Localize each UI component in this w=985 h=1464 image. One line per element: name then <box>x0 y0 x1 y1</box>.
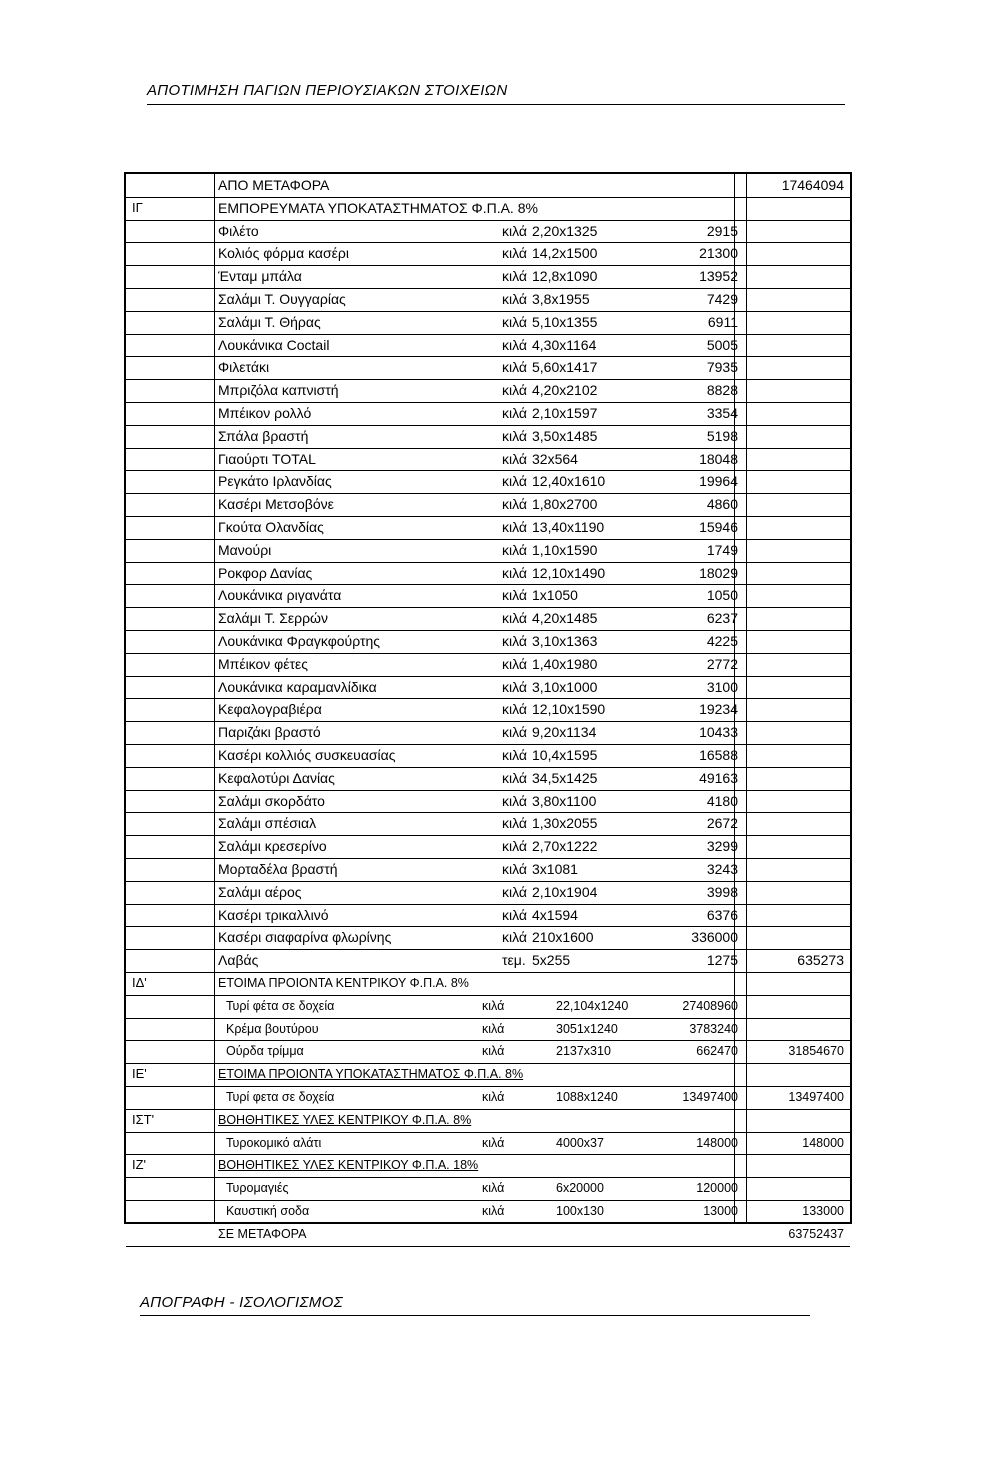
row-description: Μπριζόλα καπνιστή <box>218 382 339 399</box>
row-value: 3998 <box>706 883 738 900</box>
row-description: Τυρομαγιές <box>226 1181 289 1196</box>
row-description: Μπέικον φέτες <box>218 655 309 672</box>
row-value: 13000 <box>703 1204 738 1218</box>
table-row <box>126 539 850 563</box>
row-unit: τεμ. <box>502 952 526 969</box>
row-code: ΙΣΤ' <box>132 1111 155 1127</box>
table-row <box>126 858 850 882</box>
row-value: 7935 <box>706 359 738 376</box>
row-value: 19234 <box>699 701 738 718</box>
row-unit: κιλά <box>502 427 527 444</box>
row-description: Τυρί φετα σε δοχεία <box>226 1090 335 1104</box>
row-unit: κιλά <box>502 678 527 695</box>
table-row <box>126 516 850 540</box>
table-row <box>126 265 850 289</box>
row-value: 3100 <box>706 678 738 695</box>
row-value: 1050 <box>706 587 738 604</box>
row-quantity: 2,10x1597 <box>532 405 598 421</box>
row-quantity: 5,60x1417 <box>532 359 598 376</box>
row-total: 31854670 <box>788 1044 844 1059</box>
row-unit: κιλά <box>502 633 527 649</box>
row-description: Σαλάμι σκορδάτο <box>218 792 325 809</box>
row-quantity: 10,4x1595 <box>532 747 598 763</box>
row-description: Παριζάκι βραστό <box>218 724 321 741</box>
row-description: Σαλάμι Τ. Θήρας <box>218 313 321 330</box>
table-row <box>126 356 850 380</box>
row-unit: κιλά <box>482 1181 505 1196</box>
table-row <box>126 1040 850 1064</box>
row-unit: κιλά <box>502 564 527 581</box>
row-unit: κιλά <box>502 792 527 809</box>
row-value: 336000 <box>691 929 738 946</box>
row-quantity: 2,20x1325 <box>532 222 598 239</box>
row-unit: κιλά <box>502 724 527 741</box>
table-row <box>126 676 850 700</box>
row-total: 148000 <box>802 1135 844 1150</box>
row-quantity: 3051x1240 <box>556 1021 618 1036</box>
row-quantity: 12,10x1490 <box>532 564 606 581</box>
row-description: Κασέρι Μετσοβόνε <box>218 496 334 513</box>
section-row <box>126 1154 850 1178</box>
row-quantity: 2,70x1222 <box>532 838 598 855</box>
table-row <box>126 630 850 654</box>
row-description: Φιλετάκι <box>218 359 270 376</box>
row-unit: κιλά <box>502 541 527 558</box>
row-description: Μορταδέλα βραστή <box>218 861 338 877</box>
row-value: 13497400 <box>682 1090 738 1104</box>
row-value: 2672 <box>706 815 738 832</box>
row-quantity: 1088x1240 <box>556 1090 618 1104</box>
row-quantity: 9,20x1134 <box>532 724 597 741</box>
row-value: 7429 <box>706 291 738 307</box>
table-row <box>126 904 850 928</box>
row-description: Μπέικον ρολλό <box>218 405 312 421</box>
row-description: ΕΤΟΙΜΑ ΠΡΟΙΟΝΤΑ ΚΕΝΤΡΙΚΟΥ Φ.Π.Α. 8% <box>218 976 469 990</box>
row-description: Κασέρι τρικαλλινό <box>218 906 329 923</box>
row-value: 1275 <box>706 952 738 969</box>
row-value: 120000 <box>696 1181 738 1196</box>
row-unit: κιλά <box>482 1090 505 1104</box>
table-row <box>126 1132 850 1156</box>
row-description: Κολιός φόρμα κασέρι <box>218 245 349 262</box>
row-quantity: 4,30x1164 <box>532 336 597 353</box>
row-description: ΒΟΗΘΗΤΙΚΕΣ ΥΛΕΣ ΚΕΝΤΡΙΚΟΥ Φ.Π.Α. 8% <box>218 1112 472 1127</box>
section-row <box>126 1063 850 1087</box>
row-unit: κιλά <box>482 998 505 1013</box>
row-description: Φιλέτο <box>218 222 259 239</box>
table-row <box>126 790 850 814</box>
row-unit: κιλά <box>502 245 527 262</box>
row-unit: κιλά <box>502 701 527 718</box>
row-quantity: 100x130 <box>556 1204 604 1218</box>
row-quantity: 210x1600 <box>532 929 594 946</box>
row-quantity: 13,40x1190 <box>532 519 605 535</box>
row-unit: κιλά <box>502 313 527 330</box>
row-value: 4860 <box>706 496 738 513</box>
row-quantity: 5x255 <box>532 952 571 969</box>
row-quantity: 3,50x1485 <box>532 427 598 444</box>
row-value: 3354 <box>706 405 738 421</box>
row-description: ΒΟΗΘΗΤΙΚΕΣ ΥΛΕΣ ΚΕΝΤΡΙΚΟΥ Φ.Π.Α. 18% <box>218 1158 479 1173</box>
row-unit: κιλά <box>482 1135 505 1150</box>
row-description: ΣΕ ΜΕΤΑΦΟΡΑ <box>218 1226 307 1241</box>
row-description: Σπάλα βραστή <box>218 427 309 444</box>
row-unit: κιλά <box>502 655 527 672</box>
row-code: ΙΕ' <box>132 1066 147 1082</box>
row-value: 6376 <box>706 906 738 923</box>
row-description: Λουκάνικα ριγανάτα <box>218 587 342 604</box>
row-description: Ρεγκάτο Ιρλανδίας <box>218 473 332 490</box>
row-value: 3783240 <box>689 1021 738 1036</box>
section-row <box>126 972 850 996</box>
table-row <box>126 402 850 426</box>
row-description: Σαλάμι κρεσερίνο <box>218 838 327 855</box>
row-total: 635273 <box>797 952 844 969</box>
row-value: 148000 <box>696 1135 738 1150</box>
row-quantity: 32x564 <box>532 450 578 467</box>
table-row <box>126 379 850 403</box>
row-description: Κρέμα βουτύρου <box>226 1021 319 1036</box>
table-row <box>126 721 850 745</box>
row-value: 4225 <box>706 633 738 649</box>
row-description: Σαλάμι σπέσιαλ <box>218 815 317 832</box>
row-quantity: 3x1081 <box>532 861 578 877</box>
row-unit: κιλά <box>502 610 527 627</box>
row-quantity: 3,80x1100 <box>532 792 597 809</box>
row-value: 18029 <box>699 564 738 581</box>
row-unit: κιλά <box>502 769 527 786</box>
row-quantity: 34,5x1425 <box>532 769 598 786</box>
row-description: Σαλάμι Τ. Ουγγαρίας <box>218 291 346 307</box>
header-rule <box>147 104 845 105</box>
row-description: Κεφαλοτύρι Δανίας <box>218 769 335 786</box>
row-quantity: 4,20x1485 <box>532 610 598 627</box>
row-quantity: 2137x310 <box>556 1044 611 1059</box>
row-description: ΑΠΟ ΜΕΤΑΦΟΡΑ <box>218 177 330 193</box>
row-description: Μανούρι <box>218 541 272 558</box>
row-value: 10433 <box>699 724 738 741</box>
row-unit: κιλά <box>502 268 527 285</box>
row-value: 3243 <box>706 861 738 877</box>
row-quantity: 6x20000 <box>556 1181 604 1196</box>
row-unit: κιλά <box>502 496 527 513</box>
table-row <box>126 1177 850 1201</box>
row-unit: κιλά <box>502 291 527 307</box>
row-value: 8828 <box>706 382 738 399</box>
row-quantity: 3,10x1363 <box>532 633 598 649</box>
row-quantity: 3,10x1000 <box>532 678 598 695</box>
row-quantity: 1,40x1980 <box>532 655 598 672</box>
table-row <box>126 448 850 472</box>
row-value: 21300 <box>699 245 738 262</box>
row-unit: κιλά <box>502 359 527 376</box>
table-row <box>126 698 850 722</box>
row-value: 5198 <box>706 427 738 444</box>
row-quantity: 22,104x1240 <box>556 998 629 1013</box>
table-row <box>126 425 850 449</box>
row-unit: κιλά <box>502 883 527 900</box>
footer-title: ΑΠΟΓΡΑΦΗ - ΙΣΟΛΟΓΙΣΜΟΣ <box>140 1294 343 1311</box>
table-row <box>126 220 850 244</box>
row-unit: κιλά <box>502 405 527 421</box>
row-value: 662470 <box>696 1044 738 1059</box>
row-quantity: 4,20x2102 <box>532 382 598 399</box>
table-row <box>126 311 850 335</box>
table-row <box>126 562 850 586</box>
table-row <box>126 767 850 791</box>
footer-rule <box>140 1315 810 1316</box>
row-description: Σαλάμι Τ. Σερρών <box>218 610 328 627</box>
row-unit: κιλά <box>502 861 527 877</box>
table-row <box>126 1018 850 1042</box>
row-quantity: 5,10x1355 <box>532 313 598 330</box>
row-value: 5005 <box>706 336 738 353</box>
row-unit: κιλά <box>502 929 527 946</box>
table-row <box>126 288 850 312</box>
table-row <box>126 1200 850 1224</box>
row-quantity: 12,10x1590 <box>532 701 606 718</box>
row-quantity: 4x1594 <box>532 906 578 923</box>
table-row <box>126 812 850 836</box>
row-description: Λουκάνικα καραμανλίδικα <box>218 678 377 695</box>
row-description: Λουκάνικα Φραγκφούρτης <box>218 633 381 649</box>
row-unit: κιλά <box>482 1204 505 1218</box>
row-quantity: 12,40x1610 <box>532 473 606 490</box>
row-unit: κιλά <box>502 906 527 923</box>
row-description: Ροκφορ Δανίας <box>218 564 313 581</box>
row-quantity: 14,2x1500 <box>532 245 598 262</box>
row-unit: κιλά <box>502 473 527 490</box>
row-unit: κιλά <box>482 1044 505 1059</box>
row-value: 6237 <box>706 610 738 627</box>
row-value: 3299 <box>706 838 738 855</box>
row-unit: κιλά <box>502 450 527 467</box>
row-unit: κιλά <box>502 815 527 832</box>
table-row <box>126 1086 850 1110</box>
row-description: Ένταμ μπάλα <box>218 268 302 285</box>
row-quantity: 2,10x1904 <box>532 883 598 900</box>
row-quantity: 4000x37 <box>556 1135 604 1150</box>
row-value: 18048 <box>699 450 738 467</box>
row-description: ΕΤΟΙΜΑ ΠΡΟΙΟΝΤΑ ΥΠΟΚΑΤΑΣΤΗΜΑΤΟΣ Φ.Π.Α. 8% <box>218 1067 524 1082</box>
row-quantity: 1,10x1590 <box>532 541 598 558</box>
table-row <box>126 334 850 358</box>
row-unit: κιλά <box>502 587 527 604</box>
row-quantity: 12,8x1090 <box>532 268 598 285</box>
row-value: 4180 <box>706 792 738 809</box>
row-description: Κασέρι κολλιός συσκευασίας <box>218 747 396 763</box>
table-row <box>126 881 850 905</box>
table-row <box>126 653 850 677</box>
row-value: 1749 <box>706 541 738 558</box>
row-description: Λουκάνικα Coctail <box>218 336 330 353</box>
row-total: 13497400 <box>788 1090 844 1104</box>
row-quantity: 3,8x1955 <box>532 291 590 307</box>
page-title: ΑΠΟΤΙΜΗΣΗ ΠΑΓΙΩΝ ΠΕΡΙΟΥΣΙΑΚΩΝ ΣΤΟΙΧΕΙΩΝ <box>147 82 508 99</box>
row-quantity: 1,80x2700 <box>532 496 598 513</box>
table-row <box>126 493 850 517</box>
row-quantity: 1,30x2055 <box>532 815 598 832</box>
row-quantity: 1x1050 <box>532 587 578 604</box>
section-row <box>126 174 850 198</box>
row-total: 63752437 <box>788 1226 844 1241</box>
row-unit: κιλά <box>502 222 527 239</box>
row-description: ΕΜΠΟΡΕΥΜΑΤΑ ΥΠΟΚΑΤΑΣΤΗΜΑΤΟΣ Φ.Π.Α. 8% <box>218 199 538 216</box>
row-description: Γκούτα Ολανδίας <box>218 519 324 535</box>
row-value: 49163 <box>699 769 738 786</box>
table-row <box>126 949 850 973</box>
row-total: 17464094 <box>781 177 844 193</box>
section-row <box>126 1109 850 1133</box>
row-value: 13952 <box>699 268 738 285</box>
row-unit: κιλά <box>502 838 527 855</box>
row-description: Λαβάς <box>218 952 259 969</box>
table-row <box>126 242 850 266</box>
row-description: Τυρί φέτα σε δοχεία <box>226 998 335 1013</box>
row-value: 15946 <box>699 519 738 535</box>
row-value: 2772 <box>706 655 738 672</box>
row-unit: κιλά <box>502 336 527 353</box>
row-description: Κασέρι σιαφαρίνα φλωρίνης <box>218 929 392 946</box>
row-description: Γιαούρτι TOTAL <box>218 450 316 467</box>
row-description: Κεφαλογραβιέρα <box>218 701 322 718</box>
row-unit: κιλά <box>502 519 527 535</box>
row-value: 2915 <box>706 222 738 239</box>
row-code: ΙΔ' <box>132 975 147 990</box>
table-row <box>126 744 850 768</box>
row-description: Τυροκομικό αλάτι <box>226 1135 322 1150</box>
row-description: Σαλάμι αέρος <box>218 883 302 900</box>
row-code: ΙΓ <box>132 199 143 215</box>
row-unit: κιλά <box>502 747 527 763</box>
row-description: Ούρδα τρίμμα <box>226 1044 304 1059</box>
table-row <box>126 470 850 494</box>
table-row <box>126 995 850 1019</box>
row-unit: κιλά <box>502 382 527 399</box>
row-value: 19964 <box>699 473 738 490</box>
table-row <box>126 607 850 631</box>
row-value: 27408960 <box>682 998 738 1013</box>
inventory-table <box>124 172 852 1241</box>
row-description: Καυστική σοδα <box>226 1204 310 1218</box>
section-row <box>126 197 850 221</box>
table-row <box>126 835 850 859</box>
row-unit: κιλά <box>482 1021 505 1036</box>
row-value: 6911 <box>707 313 738 330</box>
row-code: ΙΖ' <box>132 1157 147 1173</box>
row-total: 133000 <box>802 1204 844 1218</box>
section-row <box>126 1223 850 1247</box>
table-row <box>126 584 850 608</box>
row-value: 16588 <box>699 747 738 763</box>
table-row <box>126 926 850 950</box>
